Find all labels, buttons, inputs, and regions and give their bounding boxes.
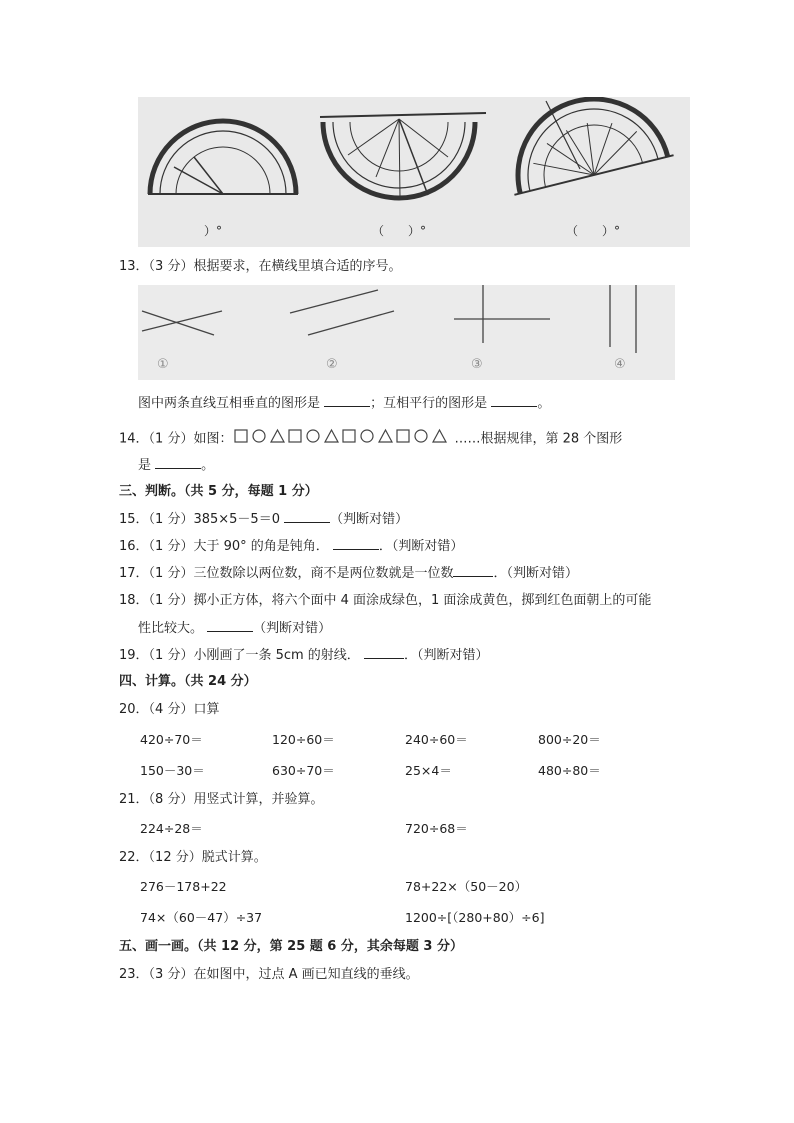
fig-label-1: ①: [157, 357, 169, 372]
triangle-shape: [379, 430, 392, 442]
q13-blank-1[interactable]: [324, 394, 370, 407]
lines-drawing: [138, 285, 675, 380]
q20-item-7: 25×4＝: [405, 763, 452, 778]
q20-item-1: 420÷70＝: [140, 732, 203, 747]
protractor-1-blank: ）°: [204, 224, 223, 238]
q20-item-2: 120÷60＝: [272, 732, 335, 747]
protractor-2: [320, 113, 486, 198]
fig-label-3: ③: [471, 357, 483, 372]
protractor-3-blank: （ ）°: [566, 224, 621, 238]
triangle-shape: [325, 430, 338, 442]
square-shape: [235, 430, 247, 442]
protractor-figure: [138, 97, 690, 247]
square-shape: [289, 430, 301, 442]
q22-item-2: 78+22×（50－20）: [405, 879, 528, 894]
q15: 15．（1 分）385×5－5＝0 （判断对错）: [119, 512, 409, 527]
q16-blank[interactable]: [333, 537, 379, 550]
q13-answer: 图中两条直线互相垂直的图形是 ；互相平行的图形是 。: [138, 396, 551, 411]
shape-sequence: [232, 428, 454, 450]
square-shape: [343, 430, 355, 442]
q22-item-1: 276－178+22: [140, 879, 227, 894]
q20-stem: 20．（4 分）口算: [119, 702, 220, 717]
section3-heading: 三、判断。（共 5 分，每题 1 分）: [119, 484, 318, 499]
q20-item-6: 630÷70＝: [272, 763, 335, 778]
fig1-line-a: [142, 311, 214, 335]
q20-item-3: 240÷60＝: [405, 732, 468, 747]
q21-item-1: 224÷28＝: [140, 821, 203, 836]
q18-line1: 18．（1 分）掷小正方体，将六个面中 4 面涂成绿色，1 面涂成黄色，掷到红色面朝上的可能: [119, 593, 652, 608]
triangle-shape: [271, 430, 284, 442]
fig1-line-b: [142, 311, 222, 331]
square-shape: [397, 430, 409, 442]
q21-item-2: 720÷68＝: [405, 821, 468, 836]
fig-label-4: ④: [614, 357, 626, 372]
section4-heading: 四、计算。（共 24 分）: [119, 674, 257, 689]
circle-shape: [307, 430, 319, 442]
q22-item-3: 74×（60－47）÷37: [140, 910, 263, 925]
section5-heading: 五、画一画。（共 12 分，第 25 题 6 分，其余每题 3 分）: [119, 939, 463, 954]
q15-blank[interactable]: [284, 510, 330, 523]
q18-blank[interactable]: [207, 619, 253, 632]
q14-line2: 是 。: [138, 458, 215, 473]
fig2-line-b: [308, 311, 394, 335]
fig-label-2: ②: [326, 357, 338, 372]
q17: 17．（1 分）三位数除以两位数，商不是两位数就是一位数 ．（判断对错）: [119, 566, 578, 581]
q19-blank[interactable]: [364, 646, 404, 659]
q20-item-4: 800÷20＝: [538, 732, 601, 747]
protractor-3: [496, 97, 674, 195]
protractor-2-blank: （ ）°: [372, 224, 427, 238]
fig2-line-a: [290, 290, 378, 313]
q23-stem: 23．（3 分）在如图中，过点 A 画已知直线的垂线。: [119, 967, 419, 982]
lines-figure: [138, 285, 675, 380]
circle-shape: [361, 430, 373, 442]
q20-item-8: 480÷80＝: [538, 763, 601, 778]
q14-blank[interactable]: [155, 456, 201, 469]
q14-line1: 14．（1 分）如图： ……根据规律，第 28 个图形: [119, 428, 622, 450]
triangle-shape: [433, 430, 446, 442]
protractor-1: [148, 121, 298, 194]
circle-shape: [253, 430, 265, 442]
q19: 19．（1 分）小刚画了一条 5cm 的射线． ．（判断对错）: [119, 648, 489, 663]
q13-blank-2[interactable]: [491, 394, 537, 407]
q16: 16．（1 分）大于 90° 的角是钝角． ．（判断对错）: [119, 539, 464, 554]
q13-stem: 13．（3 分）根据要求，在横线里填合适的序号。: [119, 259, 402, 274]
q17-blank[interactable]: [453, 564, 493, 577]
circle-shape: [415, 430, 427, 442]
q22-stem: 22．（12 分）脱式计算。: [119, 850, 267, 865]
q22-item-4: 1200÷[（280+80）÷6]: [405, 910, 545, 925]
q18-line2: 性比较大。 （判断对错）: [138, 621, 332, 636]
q21-stem: 21．（8 分）用竖式计算，并验算。: [119, 792, 324, 807]
q20-item-5: 150－30＝: [140, 763, 205, 778]
